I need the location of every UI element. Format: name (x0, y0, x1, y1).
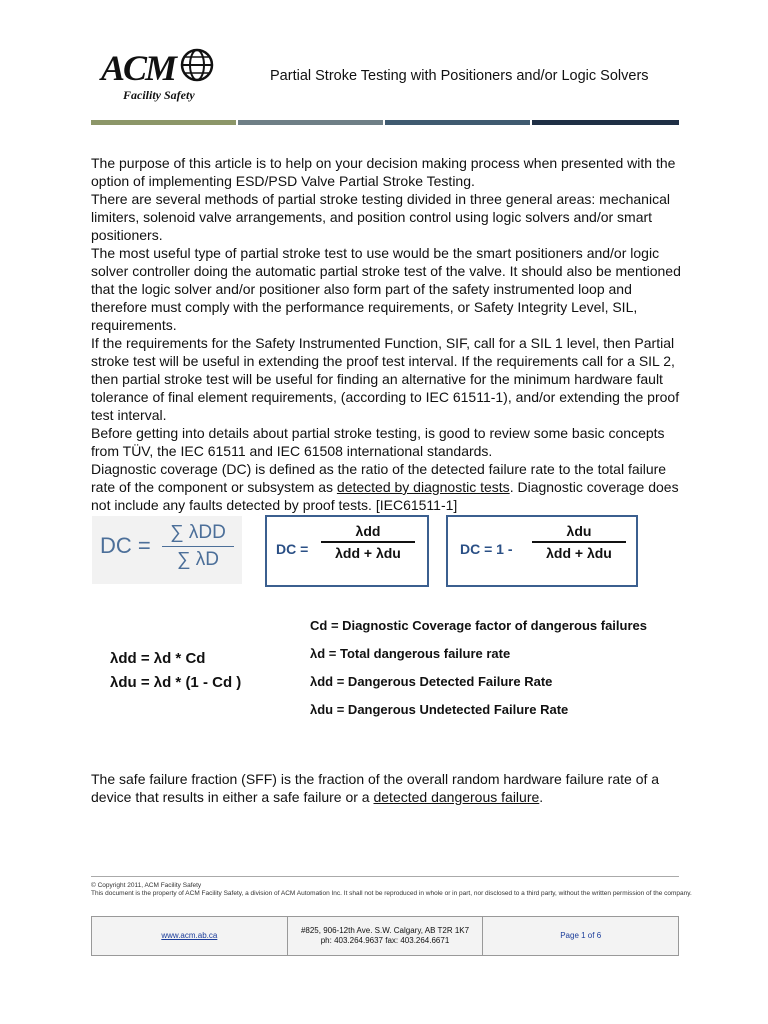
definition-lambda-dd: λdd = Dangerous Detected Failure Rate (310, 674, 553, 689)
paragraph-purpose: The purpose of this article is to help on your decision making process when presented with the option of implementing ESD/PSD Valve Partial Stroke Testing. (91, 155, 676, 189)
fraction-denominator: λdd + λdu (546, 545, 612, 561)
header-rule-3 (385, 120, 530, 125)
globe-icon (180, 48, 214, 82)
header-rule-1 (91, 120, 236, 125)
fraction-numerator: λdd (355, 523, 381, 539)
fraction-numerator: ∑ λDD (170, 522, 226, 543)
fraction-bar (532, 541, 626, 543)
fraction-bar (162, 546, 234, 547)
address-text: #825, 906-12th Ave. S.W. Calgary, AB T2R 1K7 (300, 926, 470, 935)
logo-subtitle: Facility Safety (123, 88, 195, 102)
paragraph-sff: The safe failure fraction (SFF) is the fraction of the overall random hardware failure rate of a device that results in either a safe failure or a detected dangerous failure. (91, 771, 660, 805)
footer-rule (91, 876, 679, 877)
diagnostic-tests-link[interactable]: detected by diagnostic tests (336, 479, 510, 495)
fraction-denominator: ∑ λD (176, 549, 220, 570)
copyright-line: © Copyright 2011, ACM Facility Safety (91, 882, 202, 889)
footer-address-cell (287, 917, 483, 955)
phone-text: ph: 403.264.9637 fax: 403.264.6671 (320, 936, 450, 945)
dc-detected-formula-box (265, 515, 429, 587)
page-number: Page 1 of 6 (560, 931, 602, 940)
header-rule-4 (532, 120, 679, 125)
paragraph-diagnostic-coverage: Diagnostic coverage (DC) is defined as the ratio of the detected failure rate to the total failure rate of the component or subsystem as detected by diagnostic tests. Diagnostic coverage does not include any faults detected by proof tests. [IEC61511-1] (91, 461, 679, 513)
fraction-numerator: λdu (566, 523, 592, 539)
formula-lhs: DC = 1 - (460, 541, 513, 557)
fraction-denominator: λdd + λdu (335, 545, 401, 561)
definition-lambda-d: λd = Total dangerous failure rate (310, 646, 511, 661)
equation-lambda-du: λdu = λd * (1 - Cd ) (110, 674, 242, 691)
dc-undetected-formula-box (446, 515, 638, 587)
document-title: Partial Stroke Testing with Positioners and/or Logic Solvers (270, 68, 649, 84)
property-statement: This document is the property of ACM Facility Safety, a division of ACM Automation Inc. It shall not be reproduced in whole or in part, nor disclosed to a third party, without the written permission of the company. (91, 890, 692, 897)
paragraph-standards: Before getting into details about partial stroke testing, is good to review some basic concepts from TÜV, the IEC 61511 and IEC 61508 international standards. (91, 425, 665, 459)
formula-lhs: DC = (276, 541, 309, 557)
footer-website-cell (92, 917, 287, 955)
logo-text: ACM (101, 48, 176, 88)
undetected-fraction (532, 523, 626, 561)
copyright-notice (91, 882, 701, 898)
equation-lambda-dd: λdd = λd * Cd (110, 650, 206, 667)
detected-dangerous-failure-link[interactable]: detected dangerous failure (373, 789, 540, 805)
paragraph-smart-positioners: The most useful type of partial stroke test to use would be the smart positioners and/or logic solver controller doing the automatic partial stroke test of the valve. It should also be mentioned that the logic solver and/or positioner also form part of the safety instrumented loop and therefore must comply with the performance requirements, or Safety Integrity Level, SIL, requirements. (91, 245, 681, 333)
definition-lambda-du: λdu = Dangerous Undetected Failure Rate (310, 702, 569, 717)
fraction-bar (321, 541, 415, 543)
footer-page-cell (482, 917, 678, 955)
footer-table (91, 916, 679, 956)
sum-fraction (162, 522, 234, 571)
formula-lhs: DC = (100, 533, 151, 558)
header-rule-2 (238, 120, 383, 125)
article-body (91, 154, 681, 514)
company-logo (97, 46, 232, 108)
definition-cd: Cd = Diagnostic Coverage factor of dangerous failures (310, 618, 647, 633)
dc-sum-formula (92, 516, 242, 584)
paragraph-sil-requirements: If the requirements for the Safety Instrumented Function, SIF, call for a SIL 1 level, then Partial stroke test will be useful in extending the proof test interval. If the requirements call for a SIL 2, then partial stroke test will be useful for finding an alternative for the minimum hardware fault tolerance of final element requirements, (according to IEC 61511-1), and/or extending the proof test interval. (91, 335, 680, 423)
website-link[interactable]: www.acm.ab.ca (161, 931, 218, 940)
detected-fraction (321, 523, 415, 561)
paragraph-methods: There are several methods of partial stroke testing divided in three general areas: mechanical limiters, solenoid valve arrangements, and position control using logic solvers and/or smart positioners. (91, 191, 670, 243)
